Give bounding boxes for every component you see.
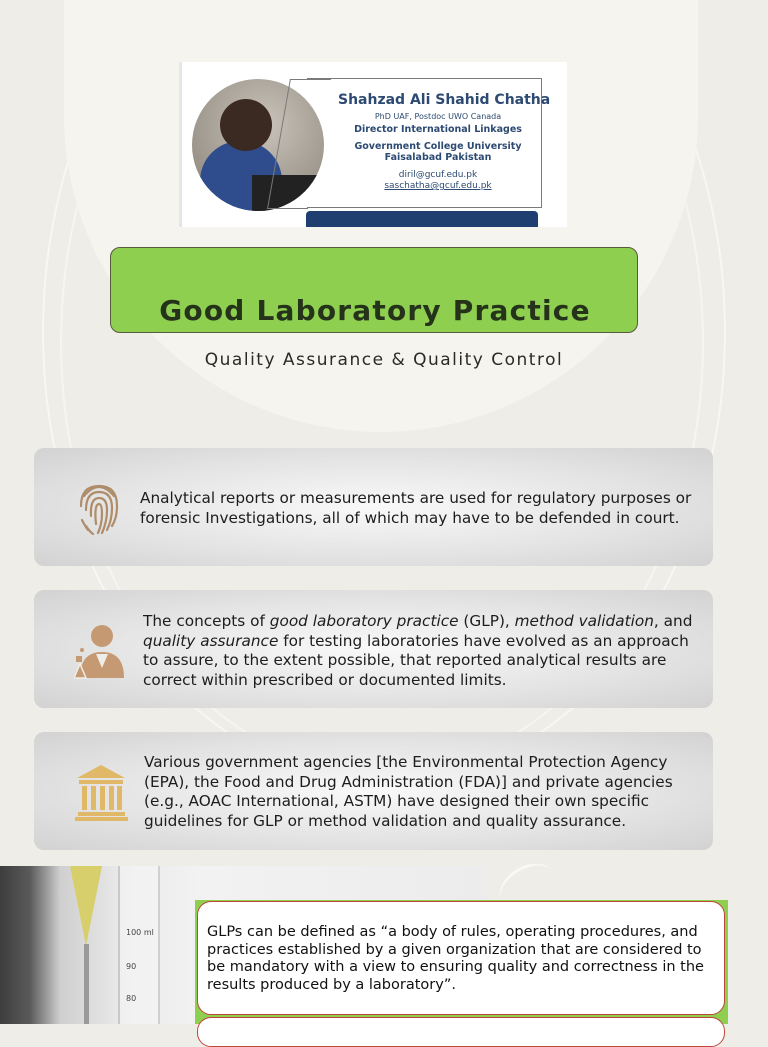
list-item	[34, 448, 713, 566]
speaker-city: Faisalabad Pakistan	[384, 152, 492, 163]
list-item	[34, 590, 713, 708]
list-item	[34, 732, 713, 850]
speaker-position: Director International Linkages	[354, 124, 522, 135]
scientist-icon	[74, 622, 124, 682]
item-text: The concepts of good laboratory practice (GLP), method validation, and quality assurance for testing laboratories have evolved as an approach to assure, to the extent possible, that reported analytical results are correct within prescribed or documented limits.	[143, 612, 693, 689]
page-title: Good Laboratory Practice	[159, 294, 591, 327]
speaker-card	[179, 62, 567, 227]
government-building-icon	[74, 762, 124, 822]
fingerprint-icon	[74, 476, 124, 536]
page-subtitle: Quality Assurance & Quality Control	[204, 350, 564, 370]
speaker-credentials: PhD UAF, Postdoc UWO Canada	[374, 112, 502, 121]
title-box	[110, 247, 638, 333]
speaker-name: Shahzad Ali Shahid Chatha	[338, 92, 551, 108]
speaker-email: diril@gcuf.edu.pk	[398, 170, 478, 180]
navy-bar	[306, 211, 538, 227]
item-text: Analytical reports or measurements are used for regulatory purposes or forensic Investigations, all of which may have to be defended in court.	[140, 489, 692, 527]
speaker-email: saschatha@gcuf.edu.pk	[384, 181, 492, 191]
definition-box	[197, 901, 725, 1015]
next-box	[197, 1017, 725, 1047]
lab-glassware-photo: 100 ml 90 80	[0, 866, 487, 1024]
item-text: Various government agencies [the Environmental Protection Agency (EPA), the Food and Drug Administration (FDA)] and private agencies (e.g., AOAC International, ASTM) have designed their own specific guidelines for GLP or method validation and quality assurance.	[144, 753, 673, 830]
definition-text: GLPs can be defined as “a body of rules, operating procedures, and practices established by a given organization that are considered to be mandatory with a view to ensuring quality and correctness in the results produced by a laboratory”.	[207, 924, 704, 993]
speaker-institution: Government College University	[354, 141, 522, 152]
